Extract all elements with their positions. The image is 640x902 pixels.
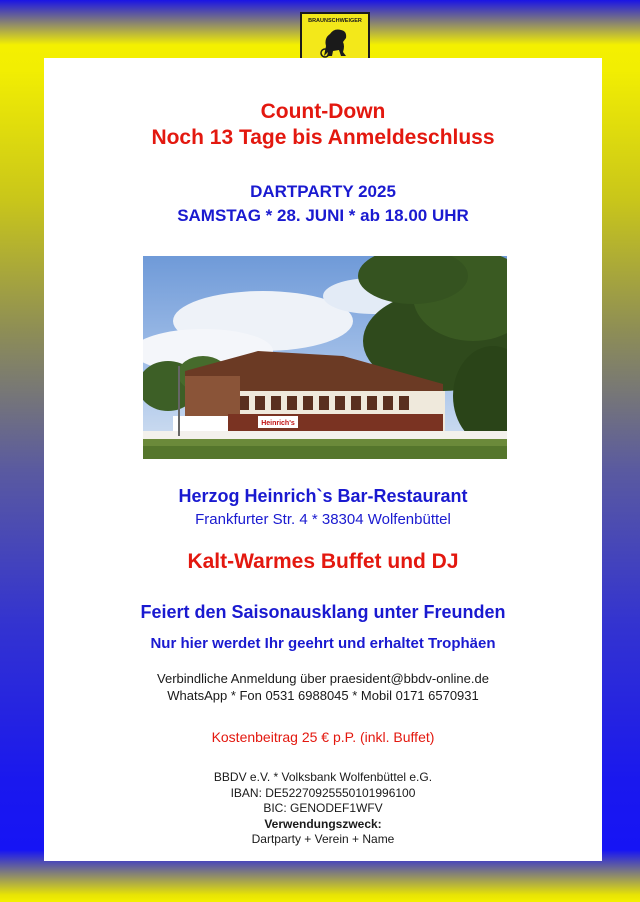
cost-text: Kostenbeitrag 25 € p.P. (inkl. Buffet) xyxy=(211,729,435,745)
venue-address: Frankfurter Str. 4 * 38304 Wolfenbüttel xyxy=(195,511,451,528)
event-date: SAMSTAG * 28. JUNI * ab 18.00 UHR xyxy=(177,206,469,225)
bank-purpose-label xyxy=(44,817,602,833)
event-heading xyxy=(44,180,602,228)
venue-name: Herzog Heinrich`s Bar-Restaurant xyxy=(178,486,468,506)
countdown-line-1: Count-Down xyxy=(260,100,386,123)
contact-info xyxy=(44,670,602,704)
event-title: DARTPARTY 2025 xyxy=(250,182,396,201)
tagline-1: Feiert den Saisonausklang unter Freunden xyxy=(140,602,506,622)
lion-icon xyxy=(316,26,356,60)
bank-iban: IBAN: DE52270925550101996100 xyxy=(230,785,416,800)
bank-bic: BIC: GENODEF1WFV xyxy=(263,801,383,815)
buffet-text: Kalt-Warmes Buffet und DJ xyxy=(187,550,459,573)
countdown-line-2: Noch 13 Tage bis Anmeldeschluss xyxy=(151,126,495,149)
purpose-label-text: Verwendungszweck: xyxy=(264,816,382,831)
photo-sign-text: Heinrich's xyxy=(261,420,295,427)
logo-top-text: BRAUNSCHWEIGER xyxy=(308,18,362,24)
restaurant-photo xyxy=(143,256,507,459)
tagline-2: Nur hier werdet Ihr geehrt und erhaltet Trophäen xyxy=(150,635,496,652)
bank-line-1: BBDV e.V. * Volksbank Wolfenbüttel e.G. xyxy=(213,770,433,784)
contact-line-1: Verbindliche Anmeldung über praesident@bbdv-online.de xyxy=(157,671,489,686)
flyer-page xyxy=(44,58,602,861)
contact-line-2: WhatsApp * Fon 0531 6988045 * Mobil 0171 6570931 xyxy=(167,688,479,703)
bank-purpose: Dartparty + Verein + Name xyxy=(251,832,395,846)
countdown-heading xyxy=(44,99,602,151)
bank-details xyxy=(44,770,602,848)
